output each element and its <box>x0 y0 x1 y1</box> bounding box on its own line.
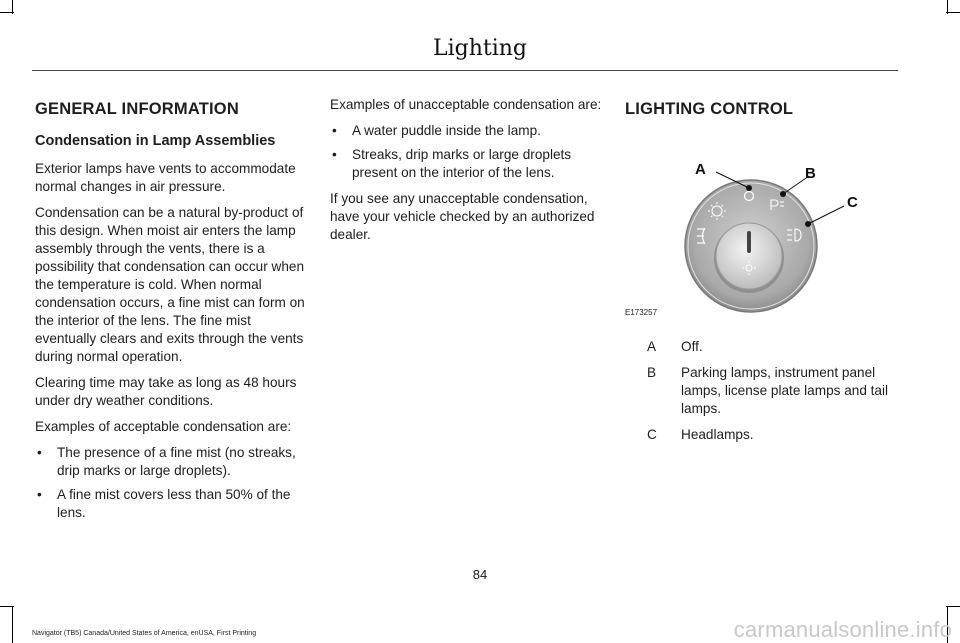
paragraph: Condensation can be a natural by-product of this design. When moist air enters the lamp assembly through the vents, there is a possibility that condensation can occur when the temperature is cold. When normal condensation occurs, a fine mist can form on the interior of the lens. The fine mist eventually clears and exits through the vents during normal operation. <box>35 205 305 364</box>
crop-mark <box>12 606 13 643</box>
list-item <box>330 146 602 182</box>
legend-text: Headlamps. <box>681 427 754 442</box>
publication-footer: Navigator (TB5) Canada/United States of America, enUSA, First Printing <box>32 630 257 637</box>
bullet-icon: • <box>37 487 42 502</box>
legend-text: Off. <box>681 339 703 354</box>
callout-dot-a <box>746 185 752 191</box>
paragraph: Examples of unacceptable condensation are: <box>330 97 602 112</box>
legend-row <box>625 426 905 444</box>
bullet-icon: • <box>332 123 337 138</box>
crop-mark <box>946 606 960 607</box>
callout-label-c: C <box>847 194 858 211</box>
callout-label-a: A <box>695 161 706 178</box>
watermark: carmanualsonline.info <box>733 617 952 642</box>
callout-label-b: B <box>805 165 816 182</box>
list-item-text: A water puddle inside the lamp. <box>352 123 541 138</box>
crop-mark <box>0 606 14 607</box>
paragraph: Examples of acceptable condensation are: <box>35 419 292 434</box>
legend-key: B <box>647 365 657 380</box>
legend-key: C <box>647 427 657 442</box>
list-item <box>35 486 307 522</box>
list-item-text: A fine mist covers less than 50% of the lens. <box>57 487 291 520</box>
list-item <box>330 122 602 140</box>
legend-row <box>625 364 905 418</box>
callout-dot-c <box>805 221 811 227</box>
subsection-title-condensation: Condensation in Lamp Assemblies <box>35 133 276 149</box>
page-title: Lighting <box>432 36 528 61</box>
page-number: 84 <box>472 567 488 582</box>
lighting-control-figure <box>625 136 875 316</box>
callout-dot-b <box>780 191 786 197</box>
unacceptable-condensation-list <box>330 122 602 182</box>
legend-key: A <box>647 339 657 354</box>
crop-mark <box>946 12 960 13</box>
acceptable-condensation-list <box>35 444 307 522</box>
figure-legend <box>625 338 905 444</box>
paragraph: Exterior lamps have vents to accommodate normal changes in air pressure. <box>35 161 296 194</box>
list-item-text: The presence of a fine mist (no streaks, drip marks or large droplets). <box>57 445 296 478</box>
legend-row <box>625 338 905 356</box>
list-item <box>35 444 307 480</box>
lighting-control-dial-illustration <box>625 136 875 316</box>
list-item-text: Streaks, drip marks or large droplets present on the interior of the lens. <box>352 147 572 180</box>
section-title-general-information: GENERAL INFORMATION <box>35 100 239 118</box>
section-title-lighting-control: LIGHTING CONTROL <box>625 100 794 118</box>
crop-mark <box>0 12 14 13</box>
bullet-icon: • <box>332 147 337 162</box>
figure-code: E173257 <box>625 308 658 317</box>
knob-pointer <box>747 231 751 253</box>
header-rule <box>32 70 898 71</box>
left-column <box>35 96 307 530</box>
callout-line-c <box>808 206 844 224</box>
bullet-icon: • <box>37 445 42 460</box>
middle-column <box>330 96 602 252</box>
paragraph: Clearing time may take as long as 48 hours under dry weather conditions. <box>35 375 297 408</box>
legend-text: Parking lamps, instrument panel lamps, license plate lamps and tail lamps. <box>681 365 889 416</box>
right-column <box>625 96 905 452</box>
paragraph: If you see any unacceptable condensation, have your vehicle checked by an authorized dealer. <box>330 191 595 242</box>
